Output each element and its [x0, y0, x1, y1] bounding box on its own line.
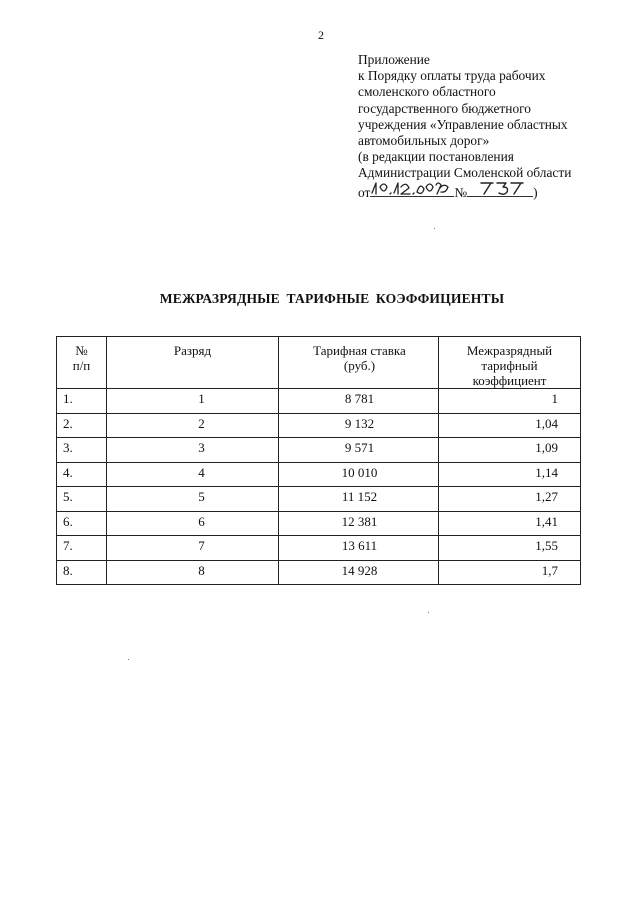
cell-rate: 9 571: [279, 438, 439, 463]
cell-coefficient: 1: [439, 389, 581, 414]
cell-coefficient: 1,09: [439, 438, 581, 463]
table-row: [57, 536, 581, 561]
cell-number: 8.: [57, 560, 107, 585]
cell-grade: 7: [107, 536, 279, 561]
appendix-line: автомобильных дорог»: [358, 133, 490, 149]
appendix-line: государственного бюджетного: [358, 100, 532, 116]
ref-suffix: ): [533, 184, 538, 200]
header-grade: Разряд: [107, 337, 279, 389]
table-row: [57, 438, 581, 463]
cell-rate: 11 152: [279, 487, 439, 512]
cell-number: 2.: [57, 413, 107, 438]
appendix-line: (в редакции постановления: [358, 149, 514, 165]
cell-grade: 8: [107, 560, 279, 585]
cell-coefficient: 1,55: [439, 536, 581, 561]
cell-number: 3.: [57, 438, 107, 463]
cell-rate: 12 381: [279, 511, 439, 536]
header-number: № п/п: [57, 337, 107, 389]
page-number: 2: [318, 28, 324, 42]
table-row: [57, 487, 581, 512]
resolution-reference: [358, 182, 628, 201]
scan-speck: [434, 228, 435, 229]
table-row: [57, 462, 581, 487]
appendix-line: Администрации Смоленской области: [358, 165, 572, 181]
ref-prefix: от: [358, 184, 371, 200]
handwritten-date: [370, 182, 454, 197]
cell-number: 5.: [57, 487, 107, 512]
cell-coefficient: 1,7: [439, 560, 581, 585]
scan-speck: [128, 659, 129, 660]
appendix-header: [358, 52, 628, 201]
appendix-line: смоленского областного: [358, 84, 496, 100]
cell-number: 6.: [57, 511, 107, 536]
cell-grade: 6: [107, 511, 279, 536]
cell-coefficient: 1,04: [439, 413, 581, 438]
cell-grade: 3: [107, 438, 279, 463]
cell-coefficient: 1,14: [439, 462, 581, 487]
tariff-coefficients-table: [56, 336, 581, 585]
cell-rate: 13 611: [279, 536, 439, 561]
header-rate: Тарифная ставка (руб.): [279, 337, 439, 389]
appendix-line: к Порядку оплаты труда рабочих: [358, 68, 546, 84]
cell-number: 4.: [57, 462, 107, 487]
cell-grade: 2: [107, 413, 279, 438]
handwritten-number: [467, 182, 533, 197]
scan-speck: [428, 612, 429, 613]
handwritten-date-signature: [370, 179, 454, 197]
cell-rate: 8 781: [279, 389, 439, 414]
header-coefficient: Межразрядный тарифный коэффициент: [439, 337, 581, 389]
cell-grade: 4: [107, 462, 279, 487]
table-row: [57, 389, 581, 414]
number-sign: №: [454, 184, 468, 200]
cell-rate: 9 132: [279, 413, 439, 438]
table-row: [57, 413, 581, 438]
appendix-line: Приложение: [358, 52, 430, 67]
cell-number: 1.: [57, 389, 107, 414]
cell-rate: 10 010: [279, 462, 439, 487]
cell-coefficient: 1,41: [439, 511, 581, 536]
cell-coefficient: 1,27: [439, 487, 581, 512]
table-row: [57, 511, 581, 536]
appendix-line: учреждения «Управление областных: [358, 116, 568, 132]
cell-number: 7.: [57, 536, 107, 561]
cell-grade: 5: [107, 487, 279, 512]
table-row: [57, 560, 581, 585]
handwritten-number-signature: [467, 179, 533, 197]
table-header-row: [57, 337, 581, 389]
document-title: МЕЖРАЗРЯДНЫЕ ТАРИФНЫЕ КОЭФФИЦИЕНТЫ: [159, 291, 505, 306]
cell-grade: 1: [107, 389, 279, 414]
cell-rate: 14 928: [279, 560, 439, 585]
